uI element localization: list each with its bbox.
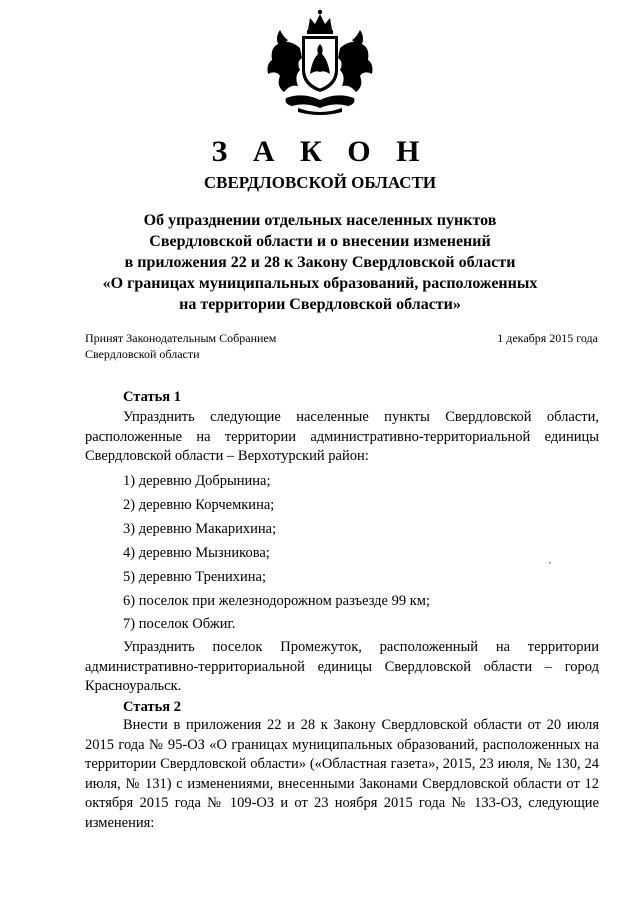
heading-line: Свердловской области и о внесении изменений (149, 233, 491, 250)
law-region: СВЕРДЛОВСКОЙ ОБЛАСТИ (203, 173, 437, 192)
article-1-title: Статья 1 (123, 389, 181, 405)
heading-line: «О границах муниципальных образований, расположенных (102, 275, 538, 292)
list-item: 4) деревню Мызникова; (123, 545, 270, 561)
list-item: 6) поселок при железнодорожном разъезде 99 км; (123, 593, 430, 609)
sverdlovsk-coat-of-arms-icon (258, 8, 382, 116)
law-subject-heading (40, 210, 600, 315)
adoption-line: Принят Законодательным Собранием (85, 331, 277, 345)
adoption-note (85, 330, 276, 362)
heading-line: в приложения 22 и 28 к Закону Свердловской области (124, 254, 516, 271)
list-item: 7) поселок Обжиг. (123, 616, 236, 632)
heading-line: на территории Свердловской области» (179, 296, 461, 313)
list-item: 5) деревню Тренихина; (123, 569, 267, 585)
list-item: 3) деревню Макарихина; (123, 521, 277, 537)
list-item: 2) деревню Корчемкина; (123, 497, 275, 513)
law-title: З А К О Н (211, 135, 429, 168)
adoption-date: 1 декабря 2015 года (497, 331, 598, 345)
heading-line: Об упразднении отдельных населенных пунктов (143, 212, 497, 229)
article-2-title: Статья 2 (123, 699, 181, 715)
list-item: 1) деревню Добрынина; (123, 473, 271, 489)
article-2-text: Внести в приложения 22 и 28 к Закону Свердловской области от 20 июля 2015 года № 95-ОЗ «О границах муниципальных образований, расположенных на территории Свердловской области» («Областная газета», 2015, 23 июля, № 130, 24 июля, № 131) с изменениями, внесенными Законами Свердловской области от 12 октября 2015 года № 109-ОЗ и от 23 ноября 2015 года № 133-ОЗ, следующие изменения: (85, 717, 599, 831)
scan-speck (549, 562, 552, 565)
article-1-intro: Упразднить следующие населенные пункты Свердловской области, расположенные на территории административно-территориальной единицы Свердловской области – Верхотурский район: (85, 409, 599, 464)
article-1-outro: Упразднить поселок Промежуток, расположенный на территории административно-территориальной единицы Свердловской области – город Красноуральск. (85, 639, 599, 694)
adoption-line: Свердловской области (85, 347, 200, 361)
